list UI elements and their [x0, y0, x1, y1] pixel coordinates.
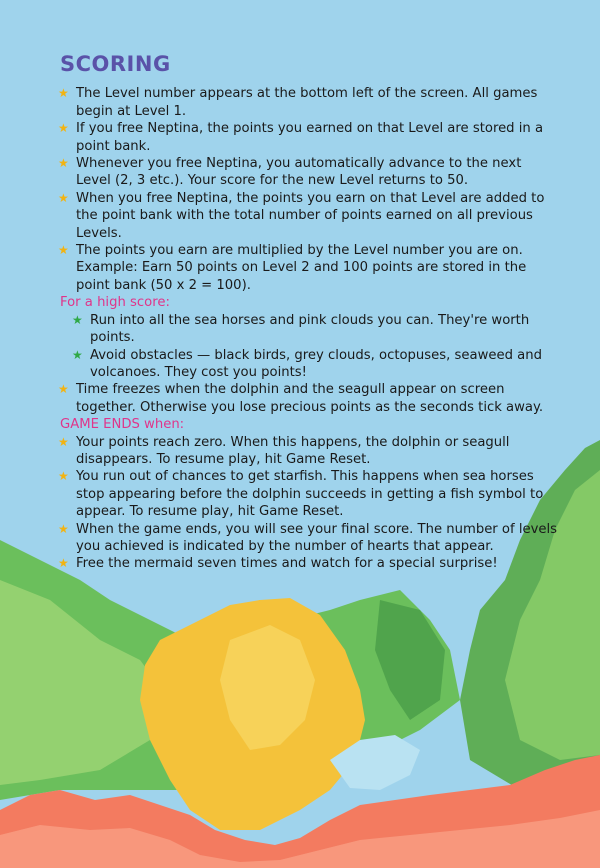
list-item: ★ When you free Neptina, the points you earn on that Level are added to the point bank with the total number of points earned on all previous Levels. — [58, 190, 545, 241]
star-icon: ★ — [72, 312, 83, 327]
list-item: ★ Avoid obstacles — black birds, grey clouds, octopuses, seaweed and volcanoes. They cost you points! — [72, 347, 542, 380]
page-title: SCORING — [60, 52, 171, 76]
list-item: ★ You run out of chances to get starfish. This happens when sea horses stop appearing before the dolphin succeeds in getting a fish symbol to appear. To resume play, hit Game Reset. — [58, 469, 544, 520]
list-item: ★ The points you earn are multiplied by the Level number you are on. Example: Earn 50 points on Level 2 and 100 points are stored in the point bank (50 x 2 = 100). — [58, 243, 527, 293]
star-icon: ★ — [58, 190, 69, 205]
scoring-text-panel — [58, 52, 558, 573]
star-icon: ★ — [58, 556, 69, 571]
star-icon: ★ — [72, 347, 83, 362]
list-item: ★ If you free Neptina, the points you earned on that Level are stored in a point bank. — [58, 121, 544, 154]
list-item: ★ The Level number appears at the bottom left of the screen. All games begin at Level 1. — [58, 86, 538, 119]
list-item: ★ When the game ends, you will see your final score. The number of levels you achieved is indicated by the number of hearts that appear. — [58, 521, 558, 554]
star-icon: ★ — [58, 121, 69, 136]
star-icon: ★ — [58, 469, 69, 484]
list-item: ★ Free the mermaid seven times and watch for a special surprise! — [58, 556, 498, 572]
star-icon: ★ — [58, 243, 69, 258]
list-item: ★ Time freezes when the dolphin and the seagull appear on screen together. Otherwise you lose precious points as the seconds tick away. — [58, 382, 544, 415]
star-icon: ★ — [58, 86, 69, 101]
list-item: ★ Whenever you free Neptina, you automatically advance to the next Level (2, 3 etc.). Your score for the new Level returns to 50. — [58, 156, 522, 189]
star-icon: ★ — [58, 382, 69, 397]
star-icon: ★ — [58, 521, 69, 536]
game-ends-heading: GAME ENDS when: — [60, 417, 185, 433]
list-item: ★ Your points reach zero. When this happens, the dolphin or seagull disappears. To resume play, hit Game Reset. — [58, 434, 510, 467]
list-item: ★ Run into all the sea horses and pink clouds you can. They're worth points. — [72, 312, 530, 346]
high-score-heading: For a high score: — [60, 295, 170, 311]
star-icon: ★ — [58, 156, 69, 171]
star-icon: ★ — [58, 434, 69, 449]
